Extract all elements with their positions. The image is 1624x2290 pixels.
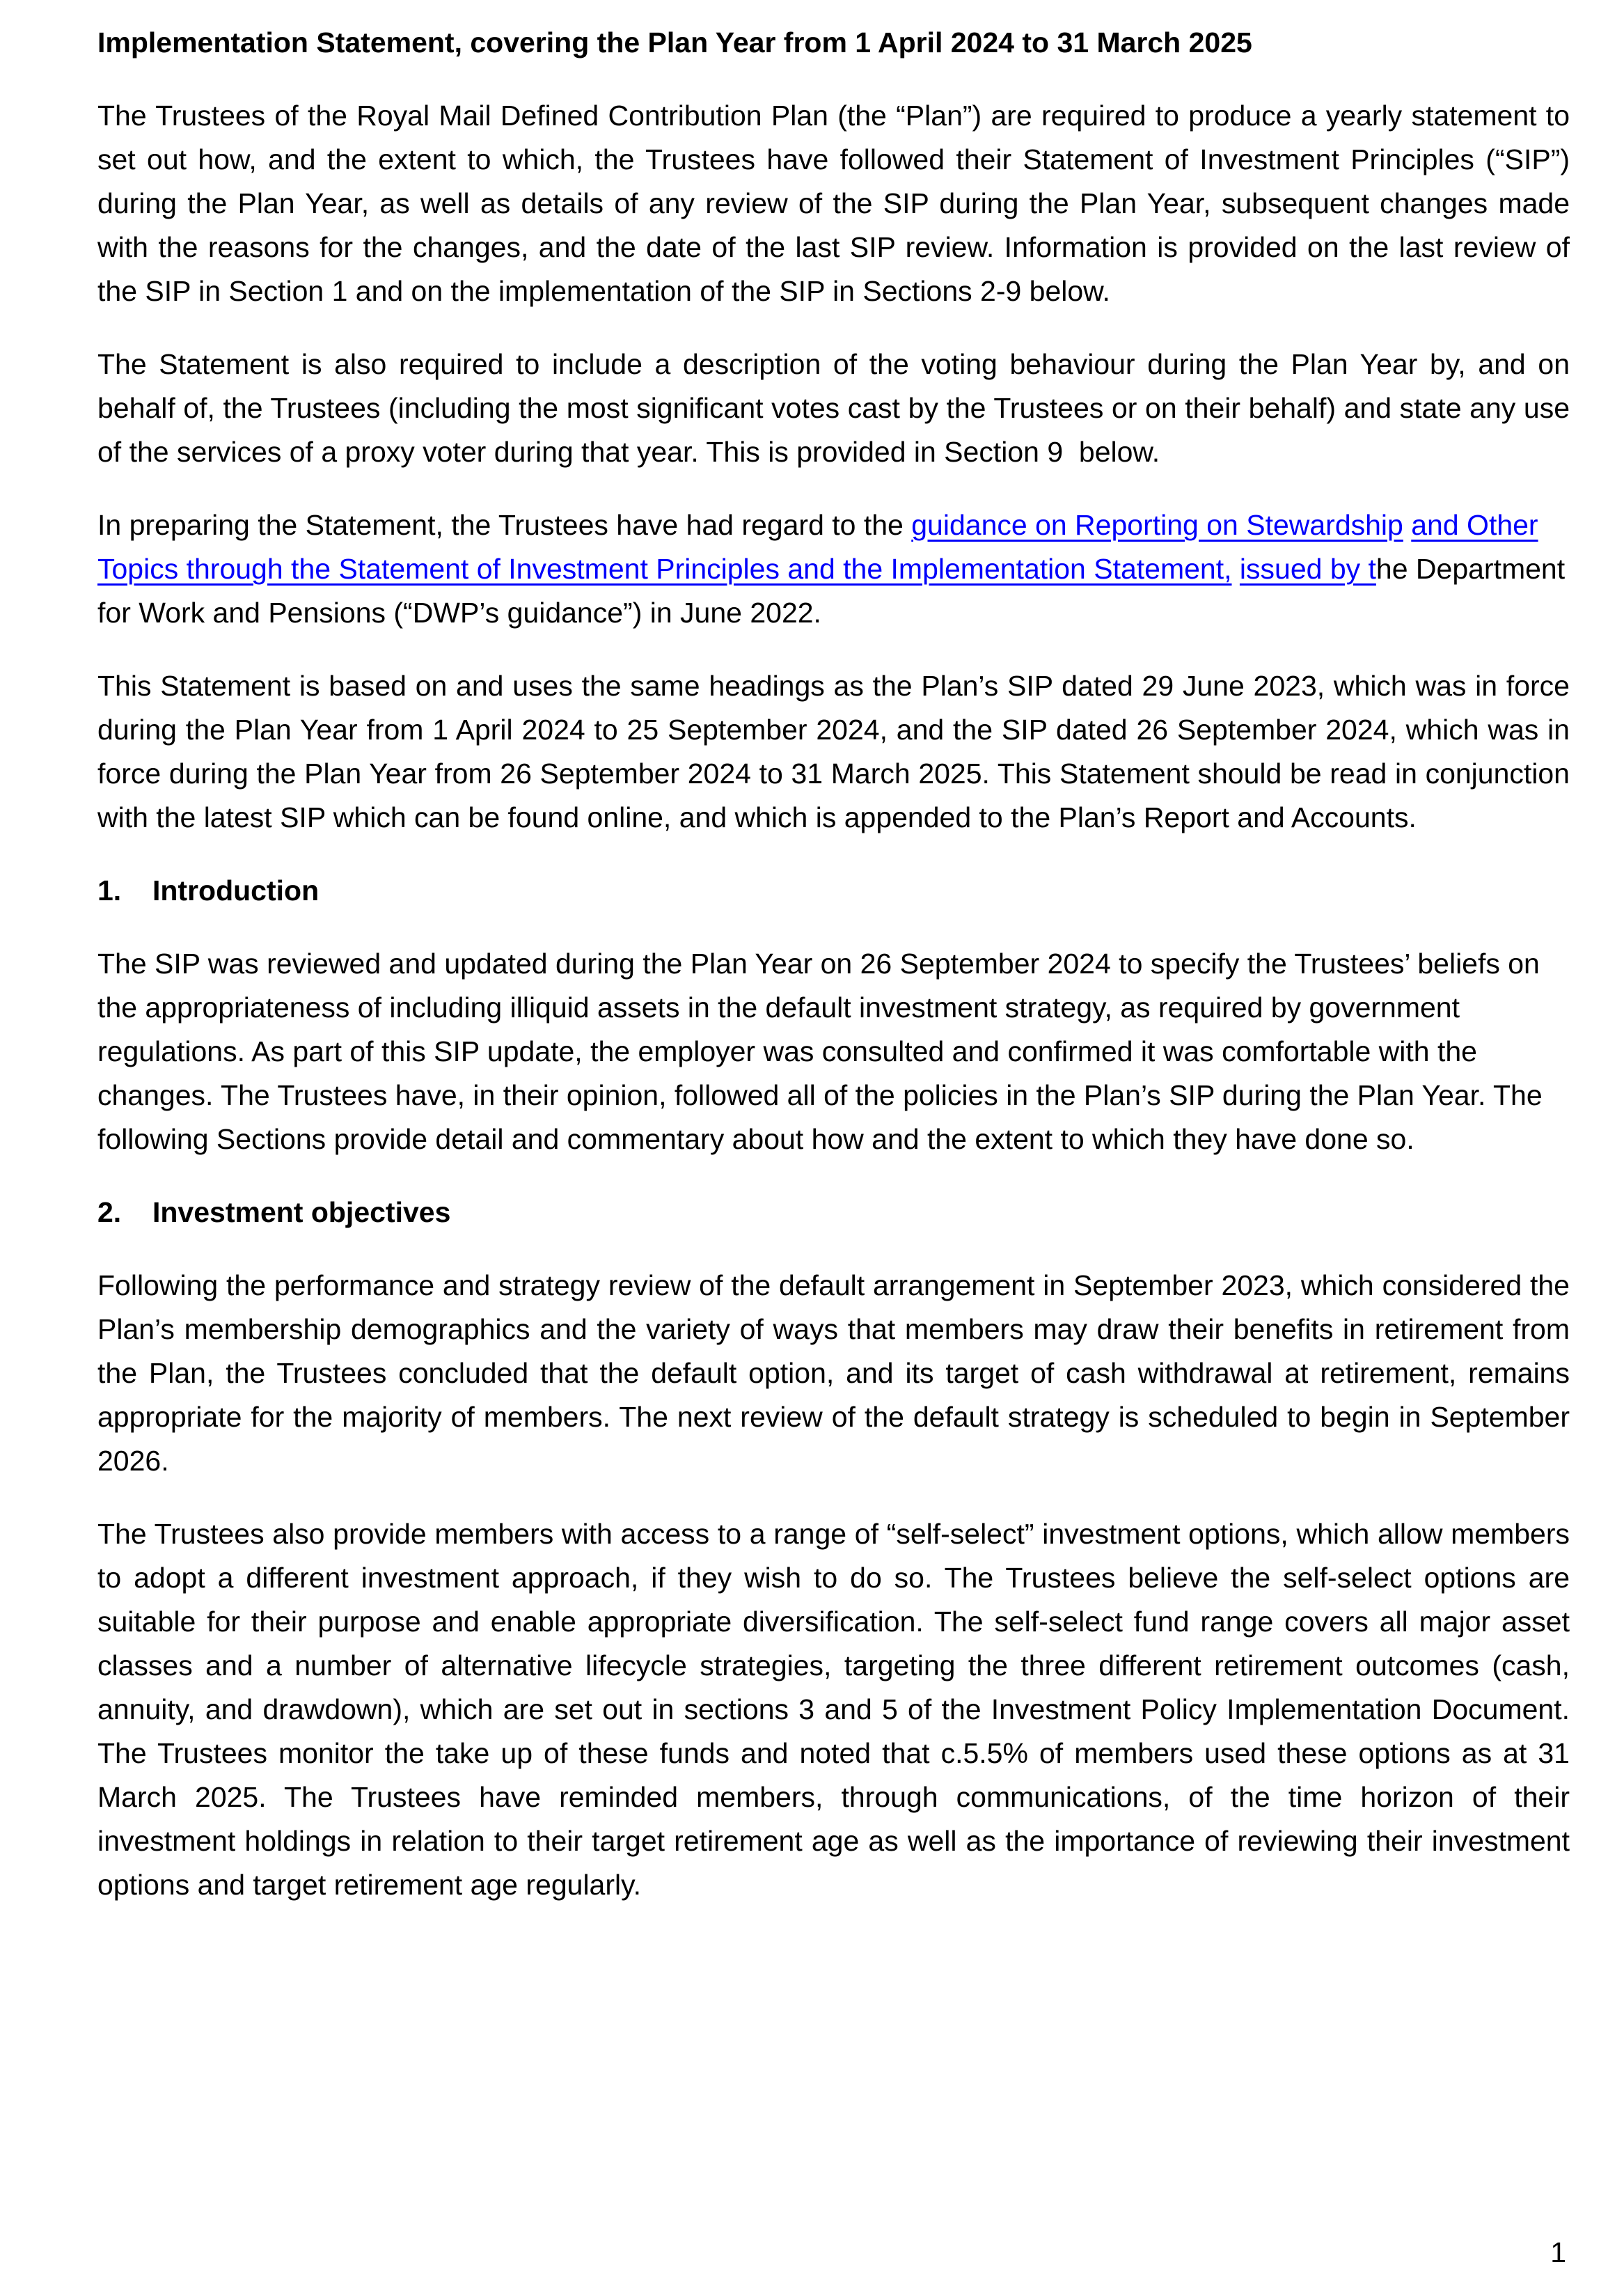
dwp-guidance-link[interactable]: guidance on Reporting on Stewardship [911, 509, 1403, 541]
paragraph-default-arrangement-review: Following the performance and strategy review of the default arrangement in September 2023, which considered the Plan’s membership demographics and the variety of ways that members may draw their benefits in retirement from the Plan, the Trustees concluded that the default option, and its target of cash withdrawal at retirement, remains appropriate for the majority of members. The next review of the default strategy is scheduled to begin in September 2026. [97, 1269, 1570, 1477]
paragraph-dwp-guidance [97, 503, 1570, 635]
paragraph-text [1232, 553, 1240, 585]
paragraph-sip-versions: This Statement is based on and uses the same headings as the Plan’s SIP dated 29 June 2023, which was in force during the Plan Year from 1 April 2024 to 25 September 2024, and the SIP dated 26 September 2024, which was in force during the Plan Year from 26 September 2024 to 31 March 2025. This Statement should be read in conjunction with the latest SIP which can be found online, and which is appended to the Plan’s Report and Accounts. [97, 670, 1570, 833]
page-number: 1 [1550, 2236, 1566, 2268]
section-heading-introduction [97, 869, 1570, 913]
dwp-guidance-link[interactable]: and Other Topics through the Statement of Investment Principles and the Implementation Statement, [97, 509, 1538, 585]
section-heading-investment-objectives [97, 1191, 1570, 1234]
dwp-guidance-link[interactable]: issued by t [1239, 553, 1376, 585]
paragraph-text [1403, 509, 1411, 541]
paragraph-self-select-options: The Trustees also provide members with access to a range of “self-select” investment options, which allow members to adopt a different investment approach, if they wish to do so. The Trustees believe the self-select options are suitable for their purpose and enable appropriate diversification. The self-select fund range covers all major asset classes and a number of alternative lifecycle strategies, targeting the three different retirement outcomes (cash, annuity, and drawdown), which are set out in sections 3 and 5 of the Investment Policy Implementation Document. The Trustees monitor the take up of these funds and noted that c.5.5% of members used these options as at 31 March 2025. The Trustees have reminded members, through communications, of the time horizon of their investment holdings in relation to their target retirement age as well as the importance of reviewing their investment options and target retirement age regularly. [97, 1518, 1570, 1901]
paragraph-text: In preparing the Statement, the Trustees have had regard to the [97, 509, 912, 541]
section-number: 2. [97, 1196, 122, 1228]
section-title: Introduction [152, 875, 320, 907]
document-title: Implementation Statement, covering the Plan Year from 1 April 2024 to 31 March 2025 [97, 26, 1252, 58]
section-number: 1. [97, 875, 122, 907]
section-title: Investment objectives [152, 1196, 451, 1228]
paragraph-voting-behaviour: The Statement is also required to include a description of the voting behaviour during the Plan Year by, and on behalf of, the Trustees (including the most significant votes cast by the Trustees or on their behalf) and state any use of the services of a proxy voter during that year. This is provided in Section 9 below. [97, 348, 1570, 468]
paragraph-sip-review-update: The SIP was reviewed and updated during the Plan Year on 26 September 2024 to specify the Trustees’ beliefs on the appropriateness of including illiquid assets in the default investment strategy, as required by government regulations. As part of this SIP update, the employer was consulted and confirmed it was comfortable with the changes. The Trustees have, in their opinion, followed all of the policies in the Plan’s SIP during the Plan Year. The following Sections provide detail and commentary about how and the extent to which they have done so. [97, 948, 1543, 1155]
paragraph-text: he Department for Work and Pensions (“DWP’s guidance”) in June 2022. [97, 553, 1566, 629]
paragraph-yearly-statement-requirement: The Trustees of the Royal Mail Defined Contribution Plan (the “Plan”) are required to produce a yearly statement to set out how, and the extent to which, the Trustees have followed their Statement of Investment Principles (“SIP”) during the Plan Year, as well as details of any review of the SIP during the Plan Year, subsequent changes made with the reasons for the changes, and the date of the last SIP review. Information is provided on the last review of the SIP in Section 1 and on the implementation of the SIP in Sections 2-9 below. [97, 100, 1570, 307]
